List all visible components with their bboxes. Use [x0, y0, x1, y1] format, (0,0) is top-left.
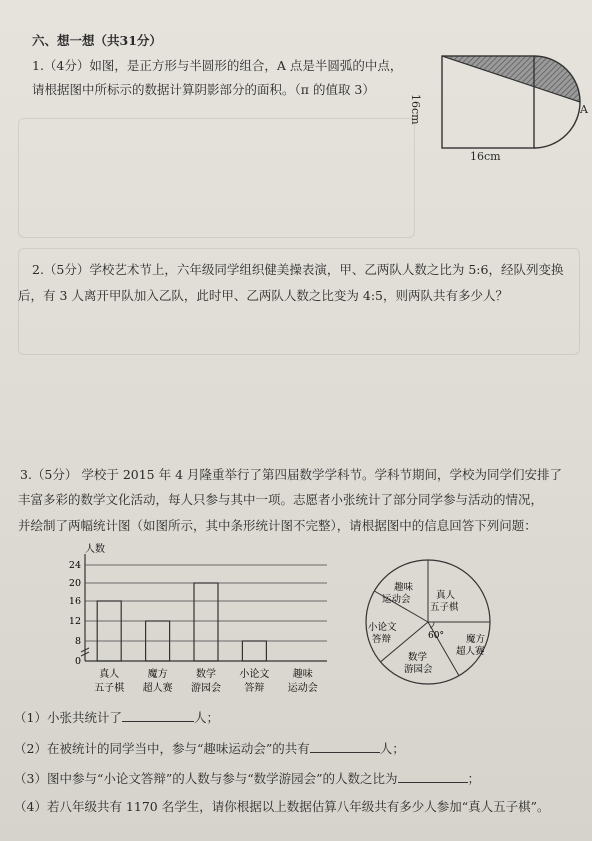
bar-category-label-0: 真人 — [99, 669, 120, 680]
q3-sub3-tail: ； — [467, 771, 481, 786]
bar-ytick-label: 0 — [74, 656, 81, 667]
pie-label-zhenren-2: 五子棋 — [430, 602, 459, 613]
q3-sub4: （4）若八年级共有 1170 名学生，请你根据以上数据估算八年级共有多少人参加“真人五子棋”。 — [14, 799, 550, 814]
q3-sub1 — [14, 708, 219, 726]
q3-sub2 — [14, 739, 405, 757]
pie-label-mofang-1: 魔方 — [466, 634, 486, 645]
pie-label-youyuan-1: 数学 — [408, 652, 428, 663]
pie-label-youyuan-2: 游园会 — [404, 664, 433, 675]
bar-ytick-label: 16 — [68, 596, 81, 607]
pie-label-mofang-2: 超人赛 — [456, 646, 485, 657]
q1-geometry-figure — [422, 52, 592, 162]
q2-line1: 2.（5分）学校艺术节上，六年级同学组织健美操表演，甲、乙两队人数之比为 5:6，经队列变换 — [32, 262, 564, 277]
bar-category-label2-3: 答辩 — [244, 683, 265, 694]
bar-2 — [194, 583, 218, 661]
pie-label-quwei-1: 趣味 — [394, 582, 414, 593]
bar-chart — [55, 540, 345, 705]
section-title: 六、想一想（共31分） — [32, 33, 162, 48]
q3-sub3-text: （3）图中参与“小论文答辩”的人数与参与“数学游园会”的人数之比为 — [14, 771, 398, 786]
q3-sub2-blank[interactable] — [310, 739, 380, 753]
pie-chart — [362, 556, 494, 688]
pie-label-quwei-2: 运动会 — [382, 594, 411, 605]
q3-sub2-text: （2）在被统计的同学当中，参与“趣味运动会”的共有 — [14, 741, 310, 756]
bar-category-label-2: 数学 — [196, 669, 216, 680]
q3-sub3 — [14, 769, 480, 787]
bar-ytick-label: 12 — [68, 616, 81, 627]
q3-sub1-tail: 人； — [193, 710, 219, 725]
pie-label-lunwen-1: 小论文 — [368, 622, 397, 633]
bar-category-label-4: 趣味 — [292, 669, 313, 680]
bar-chart-ylabel: 人数 — [85, 544, 105, 555]
q1-line1: 1.（4分）如图，是正方形与半圆形的组合，A 点是半圆弧的中点， — [32, 58, 403, 73]
q1-bottom-label: 16cm — [470, 150, 501, 163]
bar-ytick-label: 24 — [68, 560, 81, 571]
q2-line2: 后，有 3 人离开甲队加入乙队，此时甲、乙两队人数之比变为 4:5，则两队共有多少人？ — [18, 288, 508, 303]
bar-0 — [97, 601, 121, 661]
bar-category-label2-2: 游园会 — [191, 683, 221, 694]
q3-line3: 并绘制了两幅统计图（如图所示，其中条形统计图不完整），请根据图中的信息回答下列问题： — [18, 518, 537, 533]
q3-sub2-tail: 人； — [379, 741, 405, 756]
pie-label-zhenren-1: 真人 — [436, 590, 456, 601]
q1-side-label: 16cm — [409, 94, 422, 125]
answer-box-q1 — [18, 118, 415, 238]
pie-angle-label: 60° — [428, 631, 444, 641]
q3-sub3-blank[interactable] — [398, 769, 468, 783]
q3-sub1-text: （1）小张共统计了 — [14, 710, 122, 725]
bar-category-label-1: 魔方 — [147, 669, 168, 680]
pie-label-lunwen-2: 答辩 — [372, 634, 392, 645]
bar-3 — [242, 641, 266, 661]
bar-ytick-label: 20 — [68, 578, 81, 589]
q3-line2: 丰富多彩的数学文化活动，每人只参与其中一项。志愿者小张统计了部分同学参与活动的情况， — [18, 492, 544, 507]
bar-ytick-label: 8 — [74, 636, 81, 647]
bar-category-label2-0: 五子棋 — [94, 683, 125, 694]
q1-line2: 请根据图中所标示的数据计算阴影部分的面积。（π 的值取 3） — [32, 82, 375, 97]
bar-category-label2-1: 超人赛 — [142, 683, 173, 694]
bar-category-label-3: 小论文 — [239, 669, 270, 680]
q3-sub1-blank[interactable] — [122, 708, 194, 722]
q1-point-label: A — [580, 103, 588, 116]
q3-line1: 3.（5分） 学校于 2015 年 4 月隆重举行了第四届数学学科节。学科节期间，学校为同学们安排了 — [20, 467, 563, 482]
bar-category-label2-4: 运动会 — [287, 683, 318, 694]
